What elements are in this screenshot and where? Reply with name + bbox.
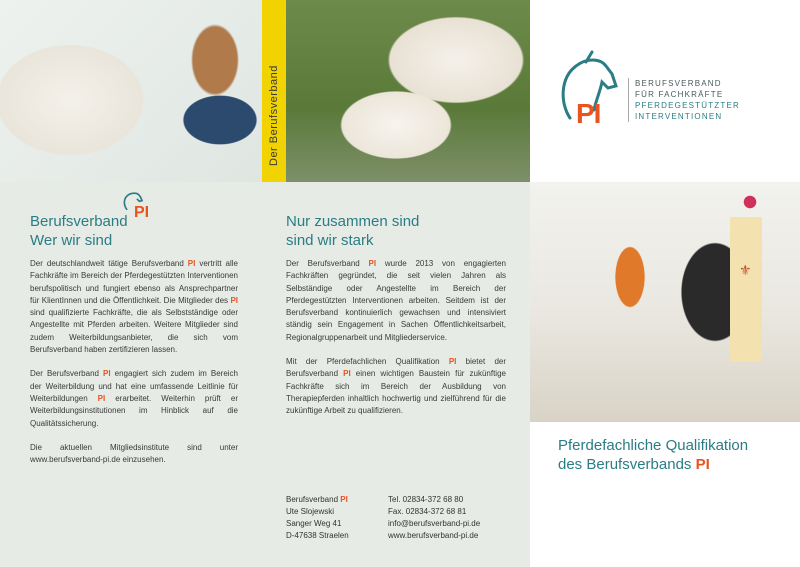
fleur-de-lis-icon: ⚜ — [739, 262, 752, 278]
brand-logo — [556, 48, 786, 138]
yellow-strip — [262, 0, 286, 182]
small-pi-logo: PI — [122, 190, 158, 224]
logo-line-1: BERUFSVERBAND — [635, 79, 722, 88]
col1-paragraph-1: Der deutschlandweit tätige Berufsverband PI vertritt alle Fachkräfte im Bereich der Pferdegestützten Interventionen berufspolitisch und fungiert ebenso als Ansprechpartner für KlientInnen und die Öffentlichkeit. Die Mitglieder des PI sind qualifizierte Fachkräfte, die als Selbstständige oder Angestellte mit Pferden arbeiten. Weitere Mitglieder sind zudem Weiterbildungsanbieter, die sich vom Berufsverband haben zertifizieren lassen. — [30, 259, 238, 355]
contact-name: Ute Slojewski — [286, 507, 335, 516]
contact-tel: Tel. 02834-372 68 80 — [388, 495, 464, 504]
contact-org: Berufsverband PI — [286, 495, 348, 504]
col3-heading: Pferdefachliche Qualifikation des Berufsverbands PI — [558, 437, 749, 473]
contact-web-link[interactable]: www.berufsverband-pi.de — [388, 531, 479, 540]
contact-street: Sanger Weg 41 — [286, 519, 342, 528]
contact-address — [286, 494, 386, 542]
col2-paragraph-1: Der Berufsverband PI wurde 2013 von engagierten Fachkräften gegründet, die seit vielen Jahren als Selbständige oder Angestellte im Bereich der Pferdegestützten Interventionen arbeiten. Seitdem ist der Berufsverband kontinuierlich gewachsen und intensiviert ständig sein Engagement in Sachen Öffentlichkeitsarbeit, Regionalgruppenarbeit und Mitgliederservice. — [286, 259, 506, 342]
col1-paragraph-2: Der Berufsverband PI engagiert sich zudem im Bereich der Weiterbildung und hat eine umfassende Leitlinie für Weiterbildungen PI erarbeitet. Weiterhin prüft er Weiterbildungsinstitutionen im Hinblick auf die Qualitätssicherung. — [30, 369, 239, 428]
col1-body — [30, 258, 238, 478]
col1-paragraph-3: Die aktuellen Mitgliedsinstitute sind unter www.berufsverband-pi.de einzusehen. — [30, 442, 238, 465]
contact-city: D-47638 Straelen — [286, 531, 349, 540]
col2-heading: Nur zusammen sind sind wir stark — [286, 213, 420, 249]
photo-woman-with-horse — [0, 0, 262, 182]
decorative-pillar — [730, 217, 762, 362]
logo-wordmark — [628, 78, 740, 122]
logo-line-4: INTERVENTIONEN — [635, 112, 723, 121]
col1-heading: Berufsverband Wer wir sind — [30, 213, 128, 249]
logo-line-2: FÜR FACHKRÄFTE — [635, 90, 724, 99]
strip-label: Der Berufsverband — [268, 65, 280, 166]
col2-body — [286, 258, 506, 430]
contact-details — [388, 494, 518, 542]
logo-line-3: PFERDEGESTÜTZTER — [635, 101, 740, 110]
contact-email-link[interactable]: info@berufsverband-pi.de — [388, 519, 481, 528]
photo-trainer-with-horse — [530, 182, 800, 422]
col2-paragraph-2: Mit der Pferdefachlichen Qualifikation PI bietet der Berufsverband PI einen wichtigen Baustein für zukünftige Fachkräfte sich im Bereich der Ausbildung von Therapiepferden inhaltlich hochwertig und zielführend für die zukünftige Arbeit zu qualifizieren. — [286, 357, 507, 416]
logo-pi-text: PI — [576, 98, 601, 129]
photo-two-white-horses — [286, 0, 530, 182]
contact-fax: Fax. 02834-372 68 81 — [388, 507, 467, 516]
